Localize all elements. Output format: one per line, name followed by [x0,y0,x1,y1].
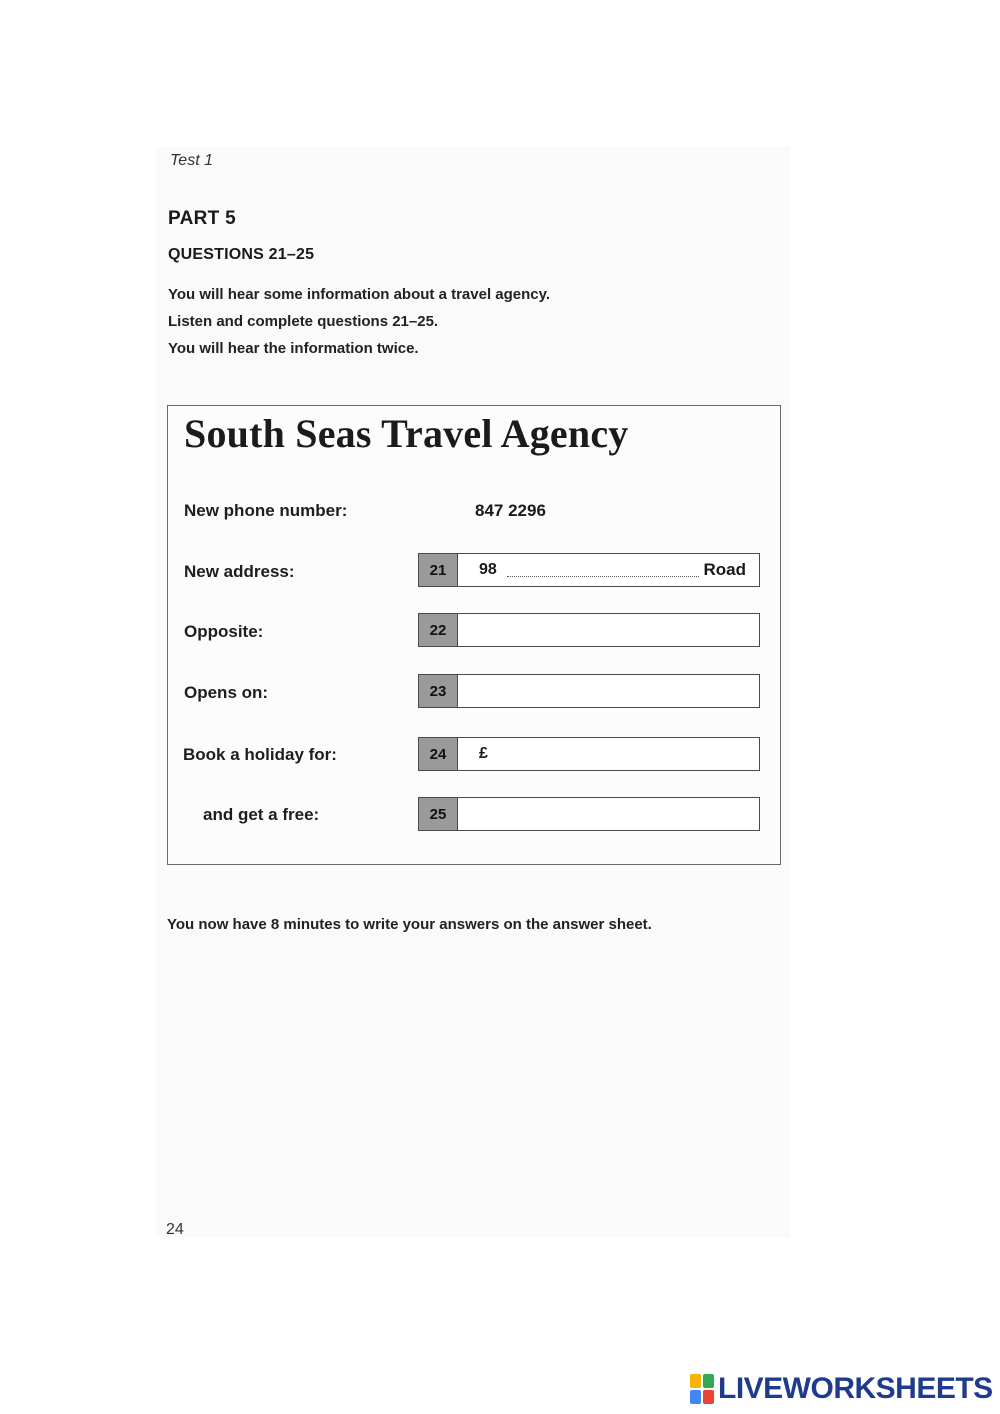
question-number: 21 [419,554,458,586]
instruction-line: You will hear some information about a travel agency. [168,286,551,303]
test-label: Test 1 [170,152,213,169]
currency-prefix: £ [479,745,488,762]
part-title: PART 5 [168,208,236,229]
instruction-line: Listen and complete questions 21–25. [168,313,439,330]
brand-text: LIVEWORKSHEETS [718,1372,993,1405]
question-number: 24 [419,738,458,770]
page-number: 24 [166,1221,184,1238]
address-label: New address: [184,562,295,581]
answer-field-21[interactable] [418,553,760,587]
address-suffix: Road [703,560,746,579]
free-gift-label: and get a free: [203,805,320,824]
footer-note: You now have 8 minutes to write your answers on the answer sheet. [167,916,652,933]
answer-field-23[interactable] [418,674,760,708]
brand-logo[interactable] [690,1372,993,1406]
questions-title: QUESTIONS 21–25 [168,246,315,263]
book-holiday-label: Book a holiday for: [183,745,337,764]
instruction-line: You will hear the information twice. [168,340,419,357]
phone-label: New phone number: [184,501,348,520]
answer-field-22[interactable] [418,613,760,647]
opens-on-label: Opens on: [184,683,269,702]
question-number: 25 [419,798,458,830]
answer-field-24[interactable] [418,737,760,771]
answer-field-25[interactable] [418,797,760,831]
liveworksheets-logo-icon [690,1374,714,1404]
address-prefix: 98 [479,561,497,578]
question-number: 22 [419,614,458,646]
opposite-label: Opposite: [184,622,264,641]
agency-title: South Seas Travel Agency [184,411,629,456]
dotted-answer-line [507,576,699,577]
phone-value: 847 2296 [475,501,546,520]
question-number: 23 [419,675,458,707]
